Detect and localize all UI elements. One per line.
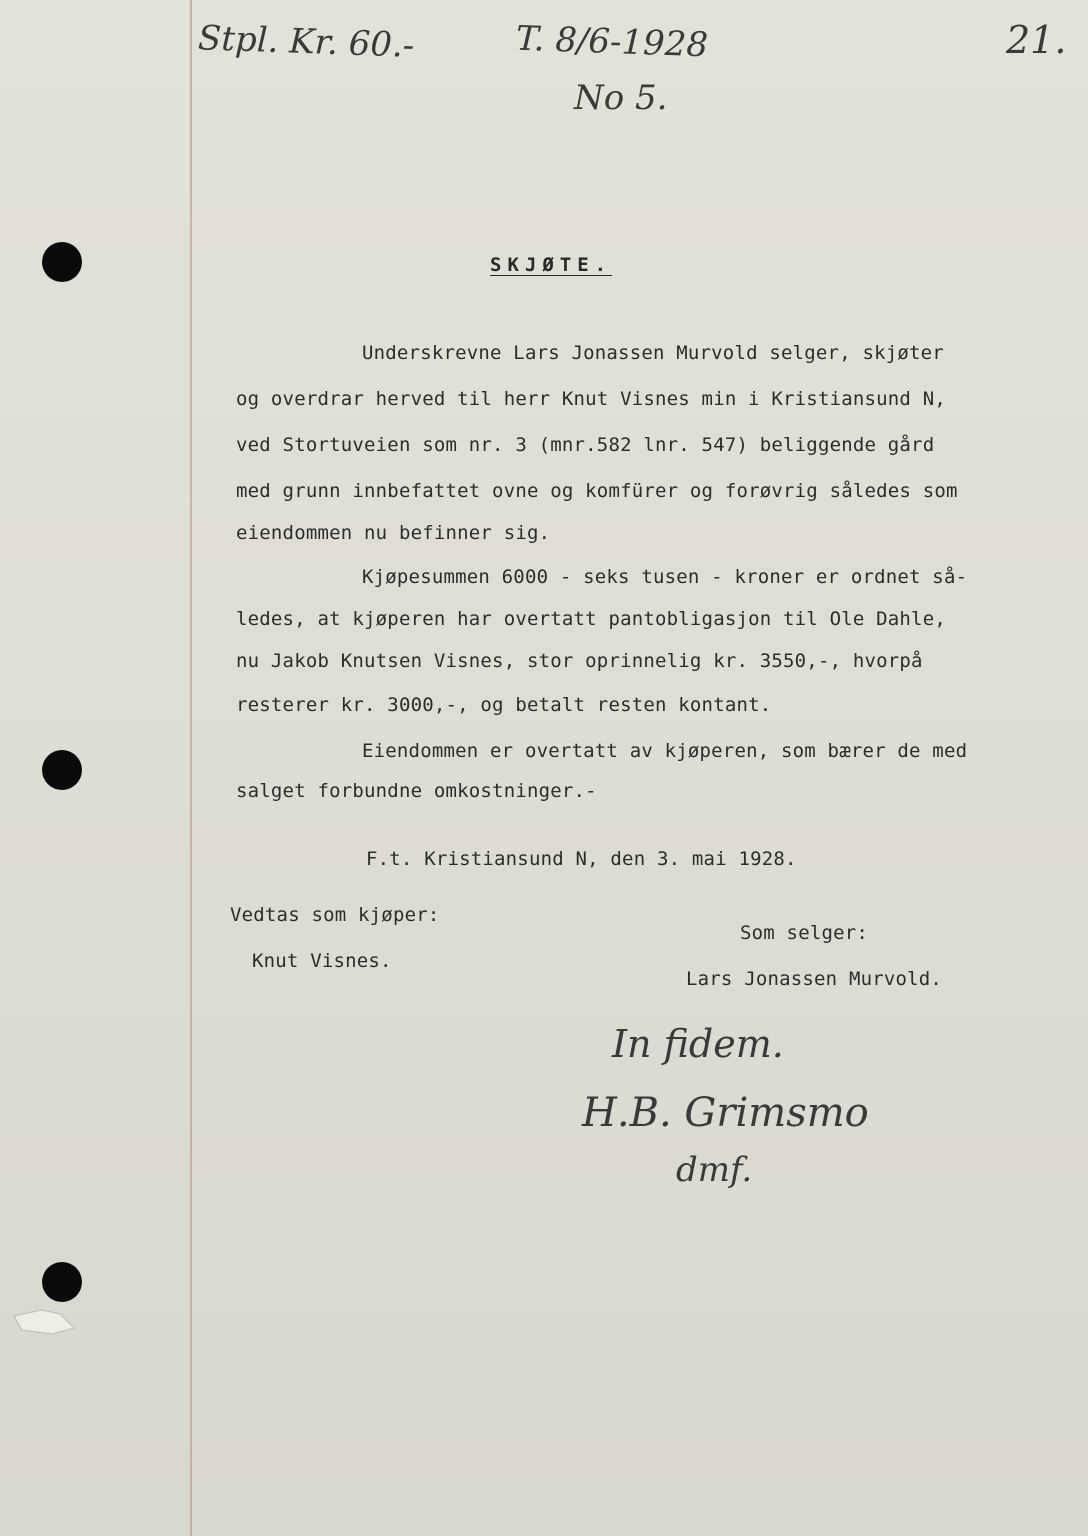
signature-name: H.B. Grimsmo: [582, 1090, 869, 1136]
text-line: med grunn innbefattet ovne og komfürer og forøvrig således som: [236, 480, 958, 502]
document-title: SKJØTE.: [490, 254, 613, 276]
text-line: Underskrevne Lars Jonassen Murvold selger, skjøter: [362, 342, 944, 364]
text-line: og overdrar herved til herr Knut Visnes min i Kristiansund N,: [236, 388, 946, 410]
seller-name: Lars Jonassen Murvold.: [686, 968, 943, 990]
signature-in-fidem: In fidem.: [612, 1022, 784, 1066]
punch-hole-middle: [42, 750, 82, 790]
handwritten-page-number: 21.: [1006, 18, 1067, 62]
handwritten-reference: Stpl. Kr. 60.-: [197, 18, 415, 66]
text-line: ved Stortuveien som nr. 3 (mnr.582 lnr. 547) beliggende gård: [236, 434, 935, 456]
text-line: Kjøpesummen 6000 - seks tusen - kroner er ordnet så-: [362, 566, 968, 588]
text-line: nu Jakob Knutsen Visnes, stor oprinnelig kr. 3550,-, hvorpå: [236, 650, 923, 672]
buyer-name: Knut Visnes.: [252, 950, 392, 972]
text-line: eiendommen nu befinner sig.: [236, 522, 551, 544]
torn-paper-edge: [12, 1306, 76, 1336]
text-line: ledes, at kjøperen har overtatt pantobligasjon til Ole Dahle,: [236, 608, 946, 630]
text-line: salget forbundne omkostninger.-: [236, 780, 597, 802]
punch-hole-bottom: [42, 1262, 82, 1302]
text-line: resterer kr. 3000,-, og betalt resten kontant.: [236, 694, 772, 716]
buyer-label: Vedtas som kjøper:: [230, 904, 440, 926]
handwritten-date: T. 8/6-1928: [515, 18, 709, 66]
text-line: Eiendommen er overtatt av kjøperen, som bærer de med: [362, 740, 968, 762]
punch-hole-top: [42, 242, 82, 282]
signature-title: dmf.: [676, 1150, 753, 1190]
place-date: F.t. Kristiansund N, den 3. mai 1928.: [366, 848, 797, 870]
seller-label: Som selger:: [740, 922, 869, 944]
margin-rule: [190, 0, 192, 1536]
handwritten-number: No 5.: [574, 78, 668, 118]
